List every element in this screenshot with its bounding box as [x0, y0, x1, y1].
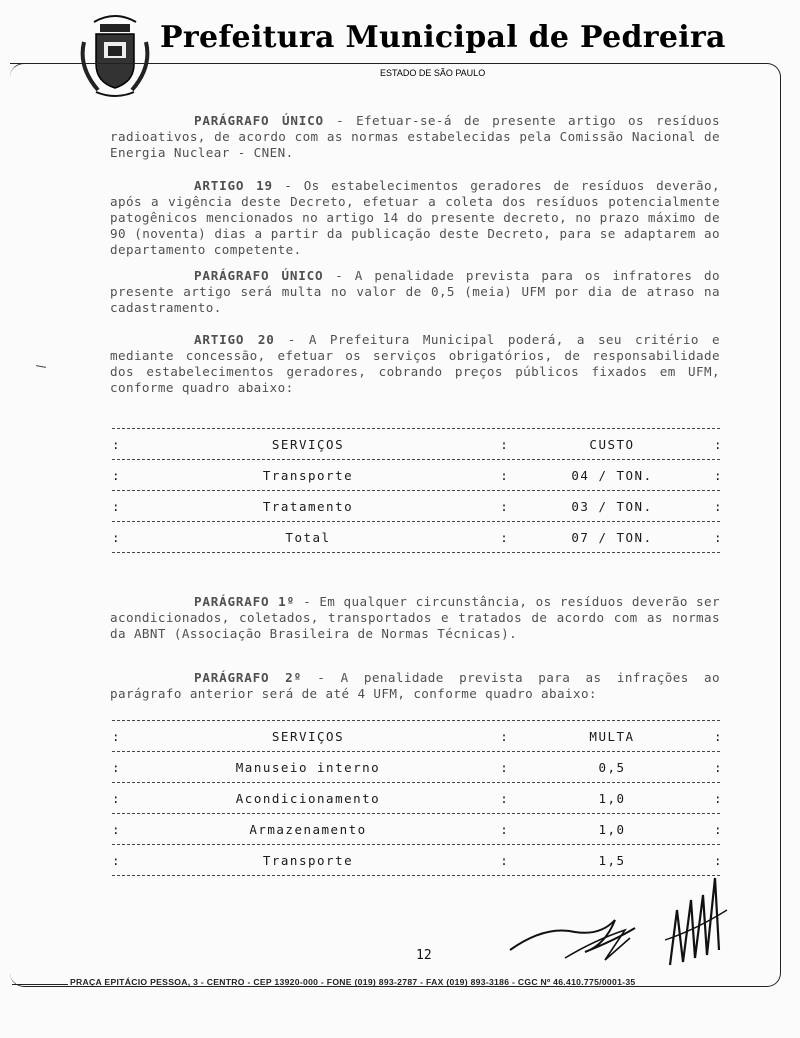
table-cell: Transporte: [262, 852, 354, 868]
paragraph-text: - A penalidade prevista para os infratores do presente artigo será multa no valor de 0,5 (meia) UFM por dia de atraso na cadastramento.: [110, 268, 720, 315]
table-cell: Acondicionamento: [235, 790, 381, 806]
paragraph-text: - A Prefeitura Municipal poderá, a seu critério e mediante concessão, efetuar os serviços obrigatórios, de responsabilidade dos estabelecimentos geradores, cobrando preços públicos fixados em UFM, conforme quadro abaixo:: [110, 332, 720, 395]
paragraph: [110, 113, 720, 161]
table-header-row: : SERVIÇOS : CUSTO :: [112, 436, 722, 452]
table-row: : Acondicionamento : 1,0 :: [112, 790, 722, 806]
paragraph-text: - A penalidade prevista para as infrações ao parágrafo anterior será de até 4 UFM, conforme quadro abaixo:: [110, 670, 720, 701]
table-header-cell: MULTA: [589, 728, 635, 744]
paragraph-lead: ARTIGO 20: [194, 332, 275, 347]
table-cell: 1,5: [598, 852, 626, 868]
paragraph: [110, 670, 720, 702]
cost-table: [112, 428, 720, 553]
table-cell: 07 / TON.: [571, 529, 653, 545]
table-cell: 1,0: [598, 821, 626, 837]
state-subtitle: ESTADO DE SÃO PAULO: [380, 68, 486, 78]
table-row: : Manuseio interno : 0,5 :: [112, 759, 722, 775]
table-header-cell: CUSTO: [589, 436, 635, 452]
table-row: : Transporte : 1,5 :: [112, 852, 722, 868]
table-cell: Tratamento: [262, 498, 354, 514]
table-cell: Armazenamento: [249, 821, 367, 837]
table-header-cell: SERVIÇOS: [271, 728, 345, 744]
paragraph-lead: PARÁGRAFO 1º: [194, 594, 295, 609]
page-number: 12: [416, 948, 432, 963]
signature-icon: [505, 870, 735, 980]
table-row: : Tratamento : 03 / TON. :: [112, 498, 722, 514]
table-row: : Armazenamento : 1,0 :: [112, 821, 722, 837]
paragraph: [110, 178, 720, 258]
fine-table: [112, 720, 720, 876]
table-rule: [112, 552, 720, 553]
table-row: : Transporte : 04 / TON. :: [112, 467, 722, 483]
paragraph-lead: PARÁGRAFO ÚNICO: [194, 268, 324, 283]
municipality-title: Prefeitura Municipal de Pedreira: [160, 20, 726, 55]
table-cell: 1,0: [598, 790, 626, 806]
paragraph-lead: PARÁGRAFO 2º: [194, 670, 302, 685]
paragraph-text: - Os estabelecimentos geradores de resíduos deverão, após a vigência deste Decreto, efetuar a coleta dos resíduos potencialmente patogênicos mencionados no artigo 14 do presente decreto, no prazo máximo de 90 (noventa) dias a partir da publicação deste Decreto, para se adaptarem ao departamento competente.: [110, 178, 720, 257]
table-cell: 03 / TON.: [571, 498, 653, 514]
table-cell: 0,5: [598, 759, 626, 775]
paragraph-text: - Efetuar-se-á de presente artigo os resíduos radioativos, de acordo com as normas estabelecidas pela Comissão Nacional de Energia Nuclear - CNEN.: [110, 113, 720, 160]
paragraph-text: - Em qualquer circunstância, os resíduos deverão ser acondicionados, coletados, transportados e tratados de acordo com as normas da ABNT (Associação Brasileira de Normas Técnicas).: [110, 594, 720, 641]
table-cell: 04 / TON.: [571, 467, 653, 483]
paragraph: [110, 594, 720, 642]
table-cell: Transporte: [262, 467, 354, 483]
paragraph-lead: PARÁGRAFO ÚNICO: [194, 113, 324, 128]
table-header-row: : SERVIÇOS : MULTA :: [112, 728, 722, 744]
table-cell: Total: [285, 529, 331, 545]
footer-address: PRAÇA EPITÁCIO PESSOA, 3 - CENTRO - CEP 13920-000 - FONE (019) 893-2787 - FAX (019) 893-3186 - CGC Nº 46.410.775/0001-35: [70, 977, 636, 987]
table-row: : Total : 07 / TON. :: [112, 529, 722, 545]
paragraph: [110, 268, 720, 316]
paragraph: [110, 332, 720, 396]
footer-rule: [12, 984, 68, 985]
paragraph-lead: ARTIGO 19: [194, 178, 273, 193]
table-cell: Manuseio interno: [235, 759, 381, 775]
table-header-cell: SERVIÇOS: [271, 436, 345, 452]
